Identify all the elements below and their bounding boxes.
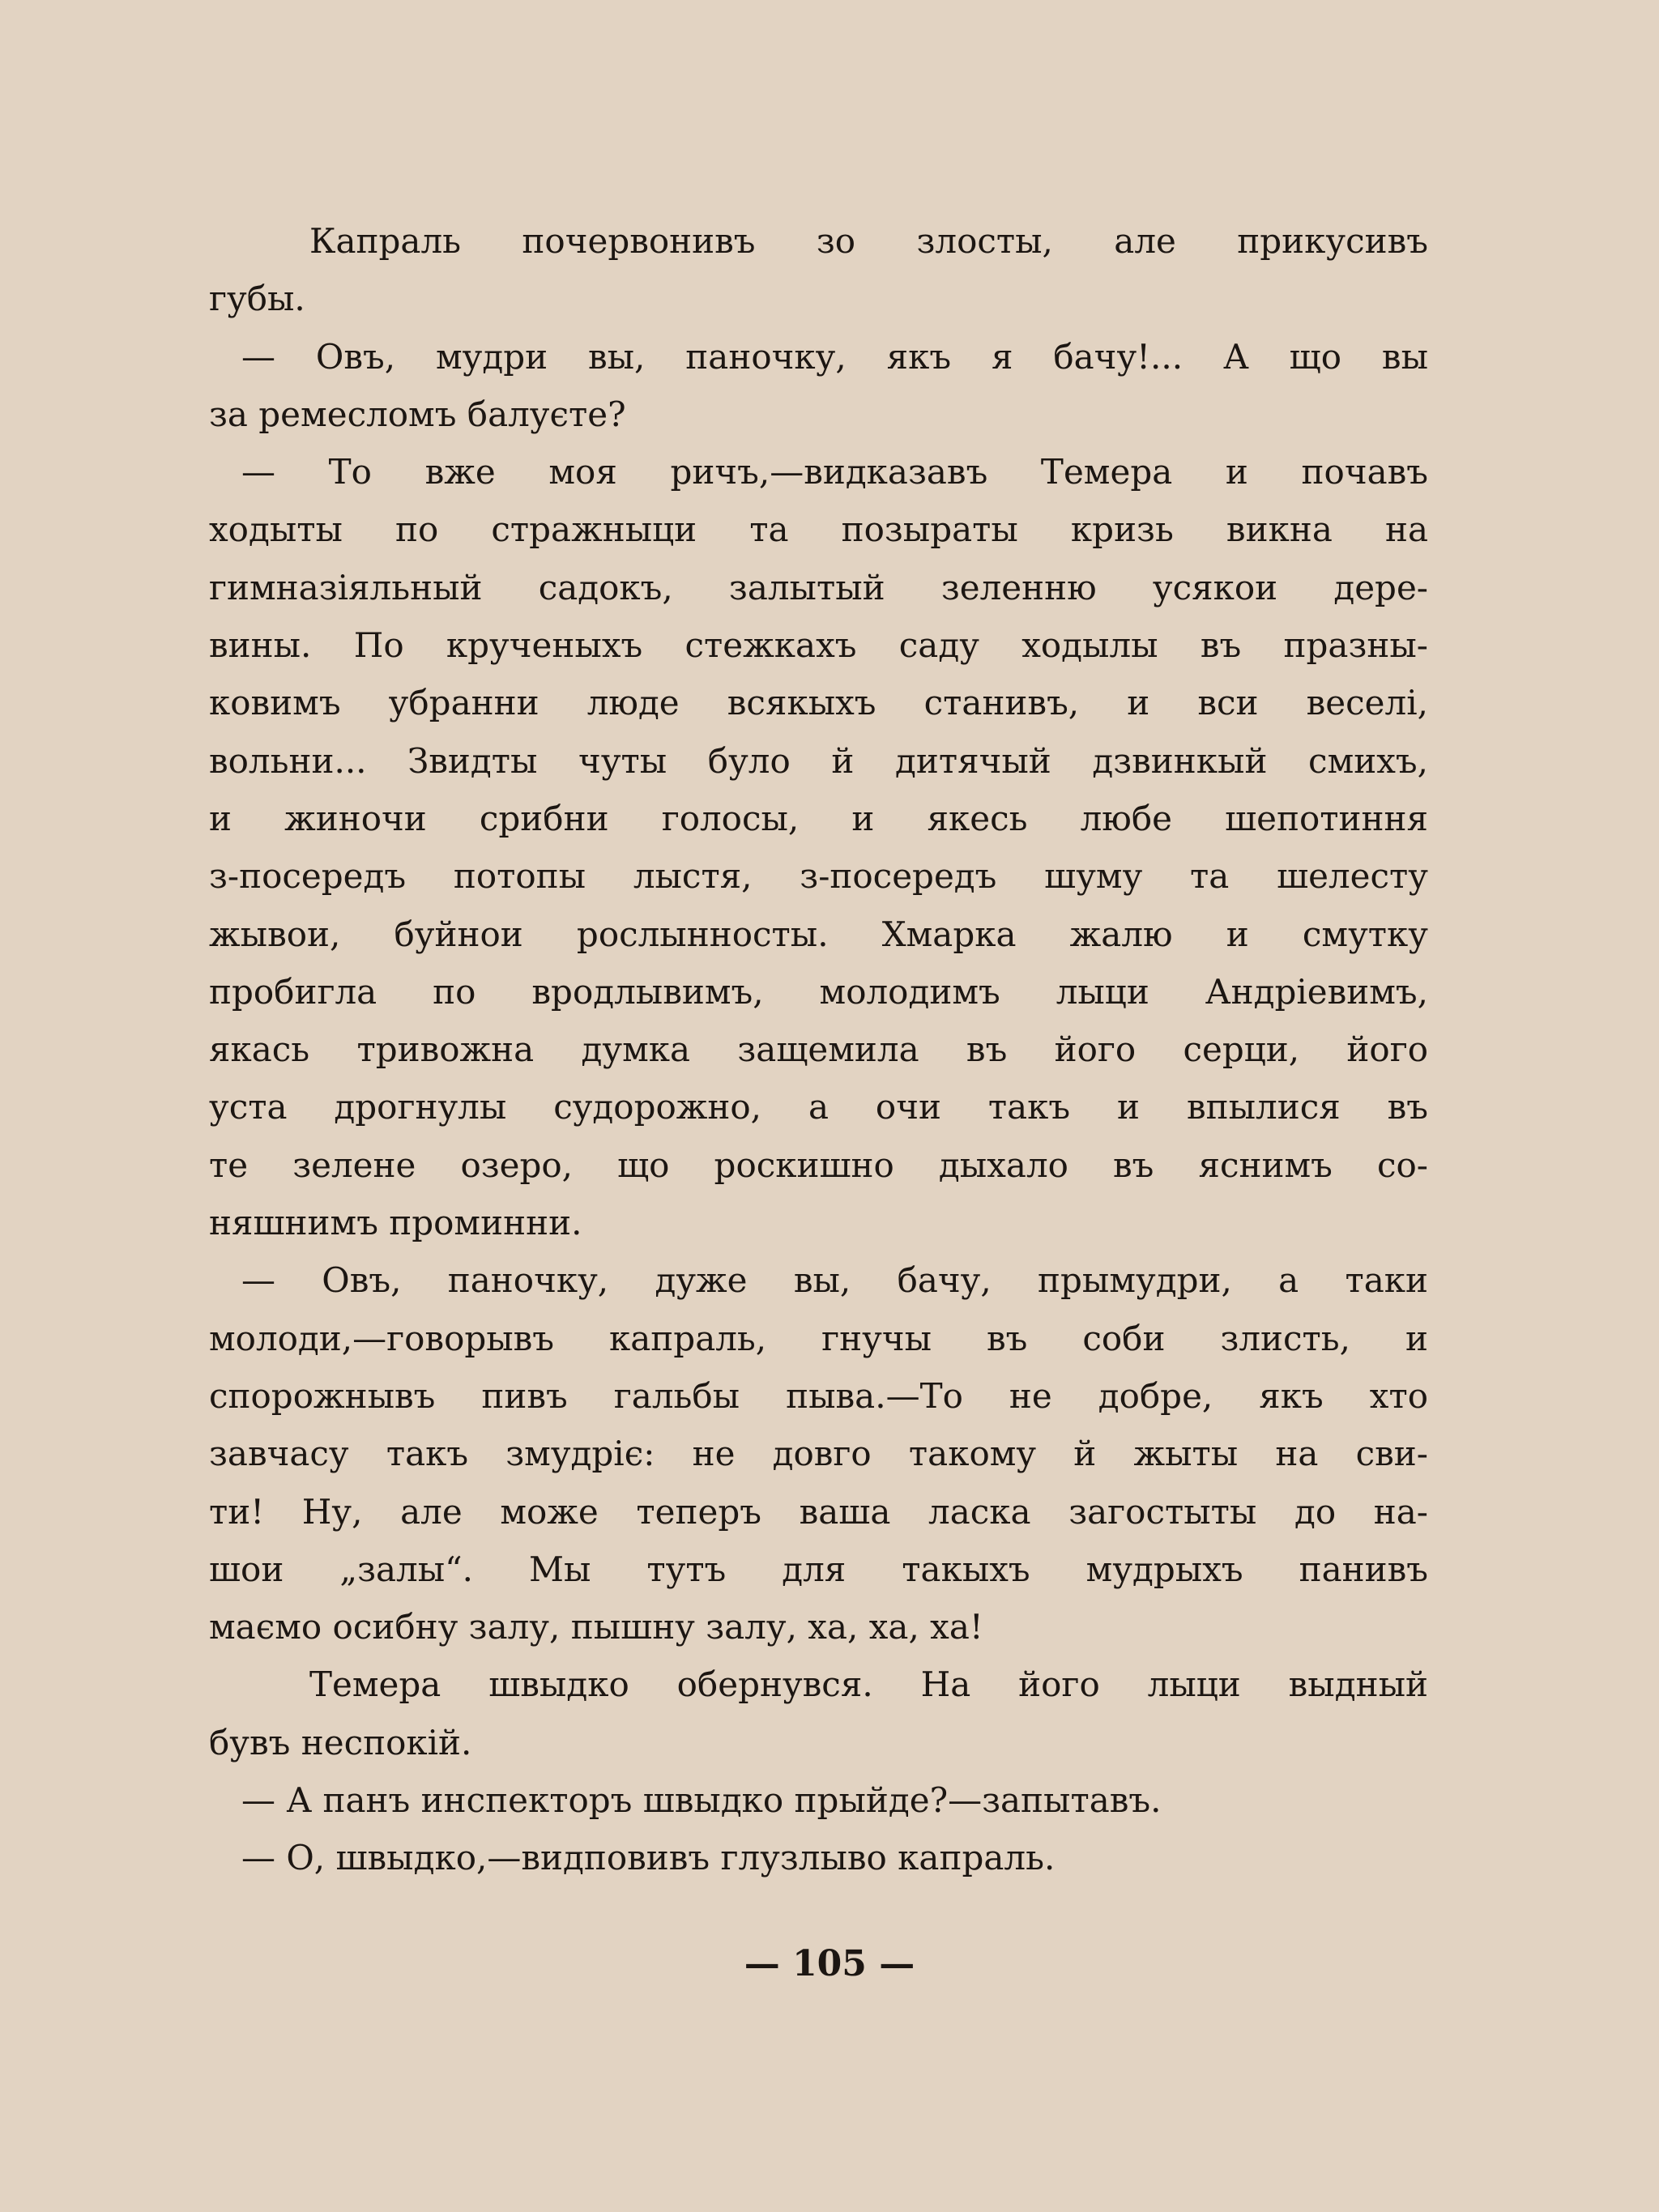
text-line: — Овъ, мудри вы, паночку, якъ я бачу!... А що вы [241,336,1428,377]
text-line: — О, швыдко,—видповивъ глузлыво капраль. [241,1838,1056,1878]
text-line: жывои, буйнои рослынносты. Хмарка жалю и смутку [209,914,1428,954]
text-line: ковимъ убранни люде всякыхъ станивъ, и вси веселі, [209,683,1428,723]
text-line: губы. [209,279,305,319]
text-line: ти! Ну, але може теперъ ваша ласка загостыты до на- [209,1491,1428,1532]
text-line: пробигла по вродлывимъ, молодимъ лыци Андріевимъ, [209,971,1428,1012]
text-line: ходыты по стражныци та позыраты кризь викна на [209,509,1428,550]
text-line: и жиночи срибни голосы, и якесь любе шепотиння [209,798,1428,838]
text-line: маємо осибну залу, пышну залу, ха, ха, ха! [209,1607,983,1647]
text-line: за ремесломъ балуєте? [209,394,626,434]
text-line: вины. По крученыхъ стежкахъ саду ходылы въ празны- [209,625,1428,666]
body-text [209,212,1428,1887]
text-line: спорожнывъ пивъ гальбы пыва.—То не добре, якъ хто [209,1375,1428,1416]
page-number: — 105 — [744,1943,915,1984]
text-line: Темера швыдко обернувся. На його лыци выдный [309,1664,1428,1705]
text-line: вольни... Звидты чуты було й дитячый дзвинкый смихъ, [209,740,1428,781]
text-line: уста дрогнулы судорожно, а очи такъ и впылися въ [209,1087,1428,1127]
text-line: няшнимъ проминни. [209,1203,582,1243]
text-line: — То вже моя ричъ,—видказавъ Темера и почавъ [241,452,1428,492]
text-line: гимназіяльный садокъ, залытый зеленню усякои дере- [209,567,1428,607]
text-line: — А панъ инспекторъ швыдко прыйде?—запытавъ. [241,1780,1162,1821]
text-line: шои „залы“. Мы тутъ для такыхъ мудрыхъ панивъ [209,1549,1428,1589]
text-line: Капраль почервонивъ зо злосты, але прикусивъ [309,221,1428,261]
text-line: з-посередъ потопы лыстя, з-посередъ шуму та шелесту [209,856,1428,897]
text-line: — Овъ, паночку, дуже вы, бачу, прымудри, а таки [241,1260,1428,1301]
text-line: молоди,—говорывъ капраль, гнучы въ соби злисть, и [209,1318,1428,1358]
text-line: завчасу такъ змудріє: не довго такому й жыты на сви- [209,1434,1428,1474]
text-line: бувъ неспокій. [209,1722,472,1762]
text-line: якась тривожна думка защемила въ його серци, його [209,1029,1428,1070]
text-line: те зелене озеро, що роскишно дыхало въ яснимъ со- [209,1144,1428,1185]
